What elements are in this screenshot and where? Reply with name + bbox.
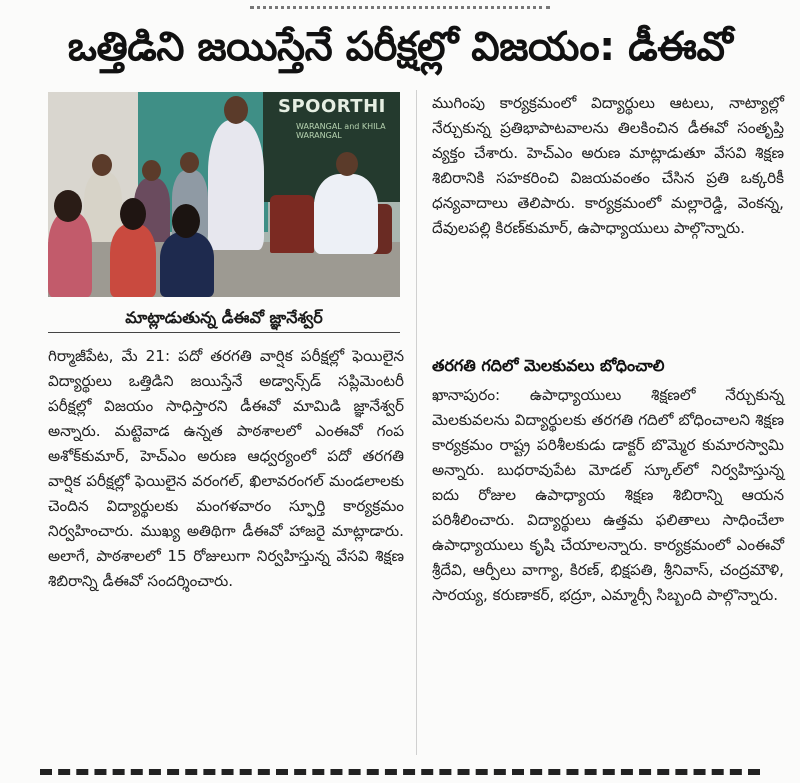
photo-person-head bbox=[120, 198, 146, 230]
photo-chair bbox=[270, 195, 314, 253]
next-article-edge bbox=[0, 763, 800, 783]
right-column-top bbox=[432, 91, 784, 241]
article-paragraph: ముగింపు కార్యక్రమంలో విద్యార్థులు ఆటలు, నాట్యాల్లో నేర్చుకున్న ప్రతిభాపాటవాలను తిలకించిన డీఈవో సంతృప్తి వ్యక్తం చేశారు. హెచ్‌ఎం అరుణ మాట్లాడుతూ వేసవి శిక్షణ శిబిరానికి సహకరించి విజయవంతం చేసిన ప్రతి ఒక్కరికీ ధన్యవాదాలు తెలిపారు. కార్యక్రమంలో మల్లారెడ్డి, వెంకన్న, దేవులపల్లి కిరణ్‌కుమార్, ఉపాధ్యాయులు పాల్గొన్నారు. bbox=[432, 94, 784, 237]
photo-person-head bbox=[172, 204, 200, 238]
sub-headline: తరగతి గదిలో మెలకువలు బోధించాలి bbox=[432, 356, 665, 375]
photo-banner-title: SPOORTHI bbox=[278, 96, 386, 117]
photo-person-head bbox=[92, 154, 112, 176]
photo-banner-subtitle: WARANGAL and KHILA WARANGAL bbox=[296, 122, 386, 140]
photo-person-head bbox=[180, 152, 199, 173]
photo-person-head bbox=[336, 152, 358, 176]
photo-caption: మాట్లాడుతున్న డీఈవో జ్ఞానేశ్వర్ bbox=[48, 304, 400, 333]
previous-article-edge bbox=[0, 0, 800, 12]
right-column-bottom bbox=[432, 383, 784, 608]
photo-person bbox=[314, 174, 378, 254]
photo-person-head bbox=[224, 96, 248, 124]
article-headline: ఒత్తిడిని జయిస్తేనే పరీక్షల్లో విజయం: డీఈవో bbox=[67, 24, 733, 70]
photo-person bbox=[160, 232, 214, 297]
left-column bbox=[48, 344, 404, 594]
article-paragraph: గిర్మాజీపేట, మే 21: పదో తరగతి వార్షిక పరీక్షల్లో ఫెయిలైన విద్యార్థులు ఒత్తిడిని జయిస్తేనే అడ్వాన్స్‌డ్ సప్లిమెంటరీ పరీక్షల్లో విజయం సాధిస్తారని డీఈవో మామిడి జ్ఞానేశ్వర్ అన్నారు. మట్టెవాడ ఉన్నత పాఠశాలలో ఎంఈవో గంప అశోక్‌కుమార్, హెచ్‌ఎం అరుణ ఆధ్వర్యంలో పదో తరగతి వార్షిక పరీక్షల్లో ఫెయిలైన వరంగల్, ఖిలావరంగల్ మండలాలకు చెందిన విద్యార్థులకు మంగళవారం స్ఫూర్తి కార్యక్రమం నిర్వహించారు. ముఖ్య అతిథిగా డీఈవో హాజరై మాట్లాడారు. అలాగే, పాఠశాలలో 15 రోజులుగా నిర్వహిస్తున్న వేసవి శిక్షణ శిబిరాన్ని డీఈవో సందర్శించారు. bbox=[48, 347, 404, 590]
photo-person-head bbox=[142, 160, 161, 181]
photo-person-head bbox=[54, 190, 82, 222]
column-divider bbox=[416, 90, 417, 755]
news-photo bbox=[48, 92, 400, 297]
article-paragraph: ఖానాపురం: ఉపాధ్యాయులు శిక్షణలో నేర్చుకున్న మెలకువలను విద్యార్థులకు తరగతి గదిలో బోధించాలని శిక్షణ కార్యక్రమం రాష్ట్ర పరిశీలకుడు డాక్టర్ బొమ్మెర కుమారస్వామి అన్నారు. బుధరావుపేట మోడల్ స్కూల్‌లో నిర్వహిస్తున్న ఐదు రోజుల ఉపాధ్యాయ శిక్షణ శిబిరాన్ని ఆయన పరిశీలించారు. విద్యార్థులు ఉత్తమ ఫలితాలు సాధించేలా ఉపాధ్యాయులు కృషి చేయాలన్నారు. కార్యక్రమంలో ఎంఈవో శ్రీదేవి, ఆర్పీలు వాగ్యా, కిరణ్, భిక్షపతి, శ్రీనివాస్, చంద్రమౌళి, సారయ్య, కరుణాకర్, భద్రూ, ఎమ్మార్సీ సిబ్బంది పాల్గొన్నారు. bbox=[432, 386, 784, 604]
photo-person bbox=[110, 224, 156, 297]
photo-person bbox=[48, 212, 92, 297]
photo-person bbox=[208, 120, 264, 250]
